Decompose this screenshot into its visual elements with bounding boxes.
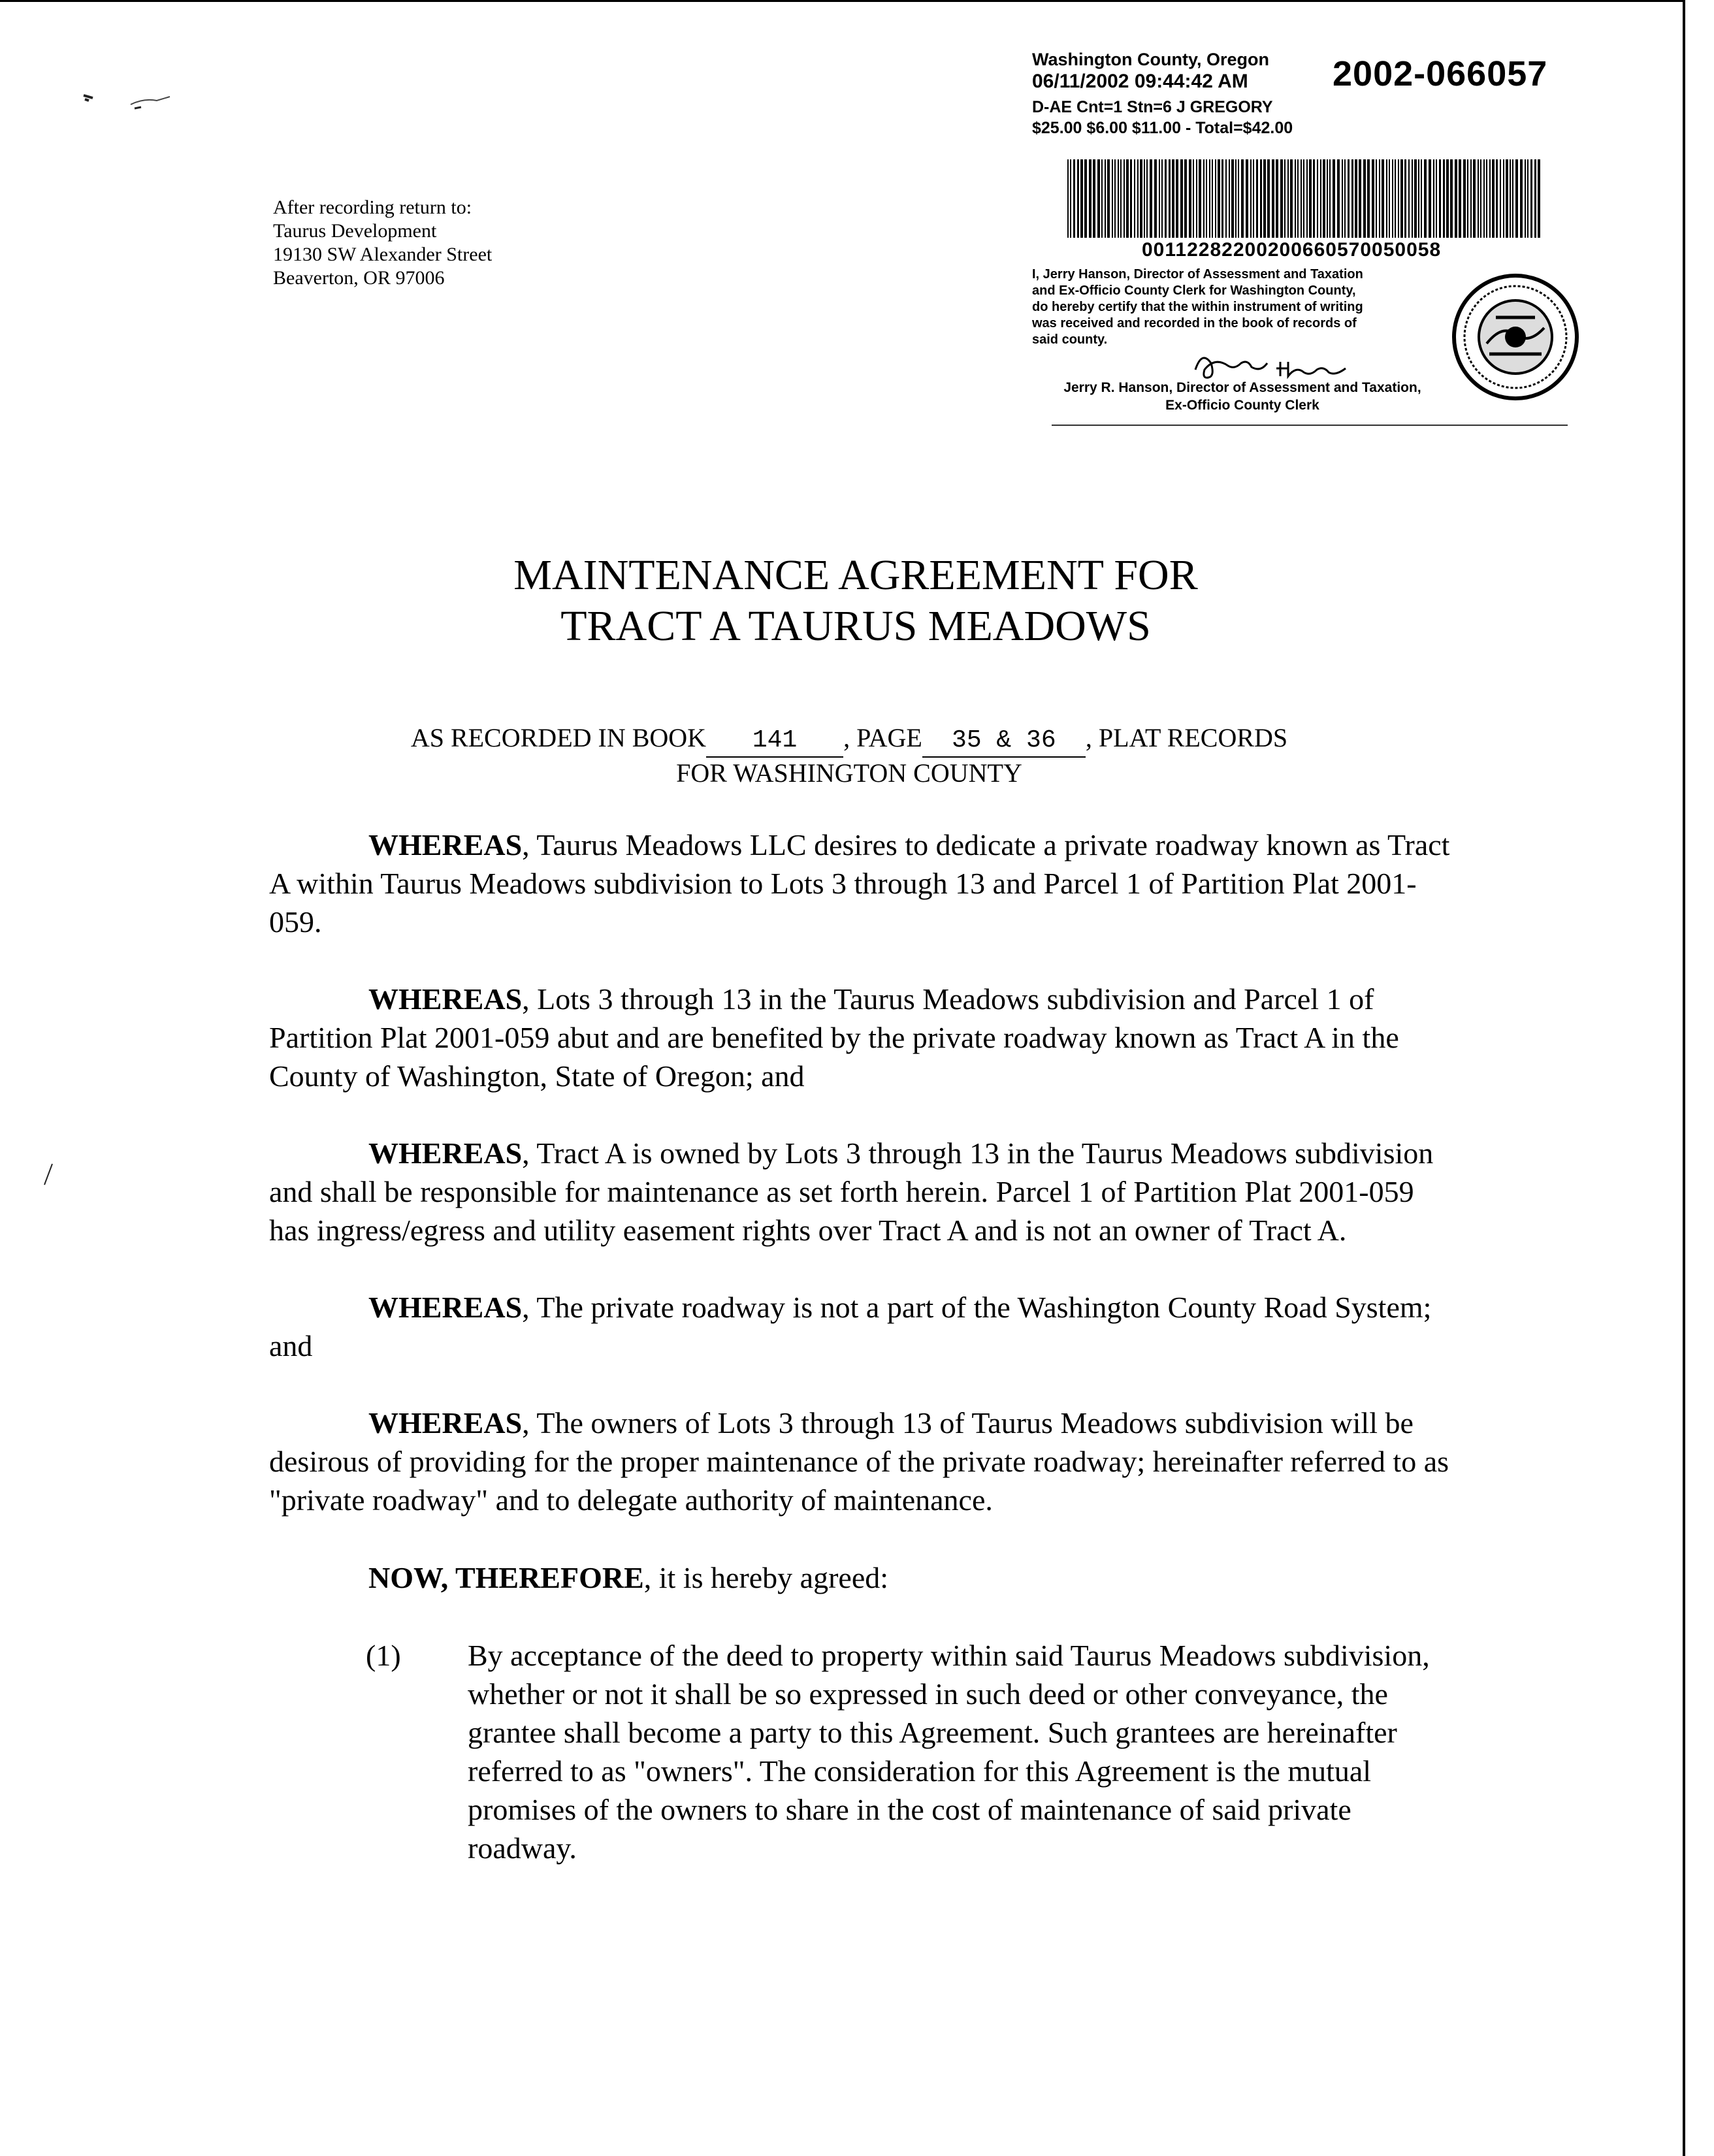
barcode-bar [1097, 159, 1100, 238]
signer-title: Jerry R. Hanson, Director of Assessment and Taxation, [1063, 380, 1421, 395]
barcode-bar [1256, 159, 1258, 238]
barcode-bar [1073, 159, 1075, 238]
title-line: MAINTENANCE AGREEMENT FOR [513, 551, 1198, 599]
barcode-bar [1408, 159, 1410, 238]
barcode-bar [1114, 159, 1116, 238]
barcode-bar [1412, 159, 1413, 238]
barcode-bar [1218, 159, 1220, 238]
barcode-bar [1400, 159, 1403, 238]
recorded-county: FOR WASHINGTON COUNTY [676, 758, 1022, 788]
barcode-bar [1392, 159, 1393, 238]
barcode-bar [1120, 159, 1122, 238]
barcode-bar [1144, 159, 1145, 238]
barcode-bar [1530, 159, 1532, 238]
barcode-bar [1463, 159, 1466, 238]
barcode-bar [1267, 159, 1270, 238]
barcode-bar [1386, 159, 1387, 238]
paragraph-text: , Lots 3 through 13 in the Taurus Meadows subdivision and Parcel 1 of Partition Plat 2001-059 abut and are benefited by the private roadway known as Tract A in the County of Washington, State of Oregon; and [269, 982, 1399, 1093]
barcode-bar [1295, 159, 1296, 238]
page-number-field: 35 & 36 [922, 725, 1086, 758]
barcode-bar [1077, 159, 1079, 238]
stamp-divider [1052, 425, 1568, 426]
barcode-bar [1212, 159, 1213, 238]
paragraph-lead: WHEREAS [368, 982, 523, 1016]
whereas-paragraph [269, 1404, 1458, 1519]
barcode-bar [1367, 159, 1370, 238]
barcode-bar [1496, 159, 1498, 238]
barcode-bar [1080, 159, 1083, 238]
barcode-bar [1112, 159, 1113, 238]
document-title [340, 550, 1372, 652]
barcode-bar [1161, 159, 1163, 238]
barcode-bar [1483, 159, 1485, 238]
barcode-bar [1235, 159, 1237, 238]
barcode [1065, 159, 1548, 238]
barcode-bar [1301, 159, 1302, 238]
barcode-bar [1067, 159, 1069, 238]
barcode-bar [1150, 159, 1152, 238]
barcode-bar [1363, 159, 1366, 238]
barcode-bar [1238, 159, 1239, 238]
barcode-bar [1124, 159, 1125, 238]
barcode-bar [1206, 159, 1207, 238]
barcode-bar [1221, 159, 1223, 238]
therefore-paragraph [269, 1558, 1458, 1597]
barcode-bar [1189, 159, 1191, 238]
barcode-bar [1355, 159, 1357, 238]
barcode-bar [1376, 159, 1377, 238]
return-address-line: Taurus Development [273, 220, 437, 242]
barcode-bar [1436, 159, 1437, 238]
paragraph-lead: WHEREAS [368, 1406, 523, 1440]
whereas-paragraph [269, 1134, 1458, 1249]
barcode-bar [1297, 159, 1299, 238]
certification-line: said county. [1032, 332, 1108, 347]
barcode-bar [1455, 159, 1457, 238]
barcode-bar [1159, 159, 1160, 238]
recorded-prefix: AS RECORDED IN BOOK [410, 723, 707, 752]
barcode-bar [1538, 159, 1540, 238]
barcode-bar [1379, 159, 1380, 238]
barcode-bar [1515, 159, 1518, 238]
barcode-bar [1101, 159, 1103, 238]
certification-line: do hereby certify that the within instrument of writing [1032, 300, 1363, 314]
stamp-fees: $25.00 $6.00 $11.00 - Total=$42.00 [1032, 119, 1293, 137]
barcode-bar [1313, 159, 1315, 238]
barcode-bar [1527, 159, 1528, 238]
paragraph-text: , Tract A is owned by Lots 3 through 13 in the Taurus Meadows subdivision and shall be responsible for maintenance as set forth herein. Parcel 1 of Partition Plat 2001-059 has ingress/egress and utility easement rights over Tract A and is not an owner of Tract A. [269, 1136, 1434, 1247]
return-address [273, 196, 600, 290]
barcode-bar [1130, 159, 1132, 238]
page-label: , PAGE [843, 723, 922, 752]
barcode-bar [1489, 159, 1491, 238]
barcode-bar [1196, 159, 1197, 238]
barcode-bar [1450, 159, 1453, 238]
barcode-bar [1105, 159, 1106, 238]
barcode-bar [1084, 159, 1087, 238]
whereas-paragraph [269, 1288, 1458, 1365]
barcode-bar [1421, 159, 1422, 238]
barcode-bar [1290, 159, 1293, 238]
barcode-bar [1395, 159, 1396, 238]
barcode-bar [1342, 159, 1343, 238]
barcode-bar [1404, 159, 1406, 238]
barcode-bar [1209, 159, 1210, 238]
agreement-body [269, 826, 1458, 1867]
barcode-bar [1473, 159, 1476, 238]
paragraph-text: , The owners of Lots 3 through 13 of Taurus Meadows subdivision will be desirous of providing for the proper maintenance of the private roadway; hereinafter referred to as "private roadway" and to delegate authority of maintenance. [269, 1406, 1449, 1517]
paragraph-text: , Taurus Meadows LLC desires to dedicate a private roadway known as Tract A within Taurus Meadows subdivision to Lots 3 through 13 and Parcel 1 of Partition Plat 2001-059. [269, 828, 1450, 939]
barcode-bar [1478, 159, 1479, 238]
barcode-bar [1199, 159, 1201, 238]
barcode-bar [1503, 159, 1504, 238]
barcode-bar [1284, 159, 1286, 238]
barcode-bar [1229, 159, 1230, 238]
barcode-bar [1280, 159, 1283, 238]
barcode-bar [1351, 159, 1353, 238]
barcode-bar [1372, 159, 1374, 238]
barcode-bar [1276, 159, 1278, 238]
barcode-bar [1093, 159, 1095, 238]
barcode-bar [1231, 159, 1234, 238]
barcode-bar [1398, 159, 1399, 238]
barcode-bar [1323, 159, 1325, 238]
barcode-bar [1118, 159, 1119, 238]
book-number-field: 141 [706, 725, 843, 758]
barcode-bar [1418, 159, 1419, 238]
barcode-bar [1429, 159, 1431, 238]
barcode-bar [1303, 159, 1304, 238]
paragraph-lead: WHEREAS [368, 1136, 523, 1170]
paragraph-lead: WHEREAS [368, 1291, 523, 1324]
barcode-bar [1137, 159, 1139, 238]
barcode-bar [1470, 159, 1472, 238]
barcode-bar [1512, 159, 1513, 238]
barcode-bar [1500, 159, 1501, 238]
barcode-bar [1169, 159, 1171, 238]
barcode-bar [1203, 159, 1205, 238]
signer-office: Ex-Officio County Clerk [1165, 398, 1319, 413]
barcode-bar [1486, 159, 1487, 238]
barcode-bar [1287, 159, 1289, 238]
paragraph-text: , The private roadway is not a part of the Washington County Road System; and [269, 1291, 1432, 1362]
barcode-bar [1333, 159, 1335, 238]
barcode-bar [1140, 159, 1142, 238]
barcode-bar [1253, 159, 1254, 238]
barcode-bar [1439, 159, 1441, 238]
barcode-bar [1414, 159, 1417, 238]
barcode-bar [1424, 159, 1427, 238]
return-address-line: After recording return to: [273, 197, 472, 218]
barcode-bar [1215, 159, 1216, 238]
barcode-bar [1241, 159, 1244, 238]
margin-mark [42, 1161, 55, 1187]
certification-line: and Ex-Officio County Clerk for Washington County, [1032, 283, 1356, 298]
barcode-bar [1306, 159, 1308, 238]
barcode-bar [1359, 159, 1361, 238]
barcode-bar [1272, 159, 1274, 238]
stamp-clerk-line: D-AE Cnt=1 Stn=6 J GREGORY [1032, 98, 1273, 116]
certification-line: was received and recorded in the book of records of [1032, 316, 1357, 330]
barcode-bar [1506, 159, 1508, 238]
barcode-bar [1089, 159, 1091, 238]
barcode-bar [1492, 159, 1495, 238]
return-address-line: 19130 SW Alexander Street [273, 244, 493, 265]
barcode-bar [1344, 159, 1346, 238]
barcode-bar [1250, 159, 1252, 238]
barcode-bar [1348, 159, 1350, 238]
barcode-bar [1467, 159, 1468, 238]
barcode-bar [1134, 159, 1135, 238]
barcode-number: 00112282200200660570050058 [1142, 239, 1442, 261]
barcode-bar [1263, 159, 1266, 238]
barcode-bar [1193, 159, 1194, 238]
barcode-bar [1337, 159, 1340, 238]
barcode-bar [1520, 159, 1523, 238]
clause-number: (1) [366, 1639, 401, 1672]
recorded-suffix: , PLAT RECORDS [1085, 723, 1288, 752]
paragraph-text: , it is hereby agreed: [643, 1561, 889, 1594]
barcode-bar [1443, 159, 1445, 238]
numbered-clause [269, 1636, 1458, 1867]
barcode-bar [1176, 159, 1178, 238]
stamp-county: Washington County, Oregon [1032, 50, 1269, 69]
barcode-bar [1309, 159, 1312, 238]
barcode-bar [1154, 159, 1157, 238]
barcode-bar [1126, 159, 1129, 238]
barcode-bar [1320, 159, 1321, 238]
barcode-bar [1225, 159, 1227, 238]
scan-artifact-marks [78, 85, 209, 124]
paragraph-lead: NOW, THEREFORE [368, 1561, 644, 1594]
barcode-bar [1329, 159, 1331, 238]
barcode-bar [1480, 159, 1481, 238]
barcode-bar [1260, 159, 1262, 238]
top-edge [0, 0, 1685, 2]
title-line: TRACT A TAURUS MEADOWS [560, 602, 1151, 650]
barcode-bar [1389, 159, 1390, 238]
barcode-bar [1146, 159, 1148, 238]
barcode-bar [1433, 159, 1434, 238]
barcode-bar [1459, 159, 1461, 238]
document-number: 2002-066057 [1333, 54, 1548, 93]
paragraph-lead: WHEREAS [368, 828, 523, 861]
certification-line: I, Jerry Hanson, Director of Assessment and Taxation [1032, 267, 1363, 282]
whereas-paragraph [269, 826, 1458, 941]
barcode-bar [1446, 159, 1449, 238]
barcode-bar [1246, 159, 1248, 238]
signer-block [1027, 379, 1458, 414]
clerk-signature [1189, 344, 1352, 383]
barcode-bar [1317, 159, 1318, 238]
barcode-bar [1534, 159, 1536, 238]
barcode-bar [1382, 159, 1384, 238]
recording-reference [274, 722, 1424, 789]
barcode-bar [1070, 159, 1071, 238]
stamp-datetime: 06/11/2002 09:44:42 AM [1032, 71, 1248, 92]
whereas-paragraph [269, 980, 1458, 1095]
barcode-bar [1525, 159, 1526, 238]
county-seal-icon [1450, 272, 1581, 402]
barcode-bar [1172, 159, 1174, 238]
barcode-bar [1107, 159, 1110, 238]
barcode-bar [1510, 159, 1511, 238]
clause-text: By acceptance of the deed to property within said Taurus Meadows subdivision, whether or not it shall be so expressed in such deed or other conveyance, the grantee shall become a party to this Agreement. Such grantees are hereinafter referred to as "owners". The consideration for this Agreement is the mutual promises of the owners to share in the cost of maintenance of said private roadway. [468, 1639, 1430, 1865]
barcode-bar [1165, 159, 1167, 238]
barcode-bar [1184, 159, 1187, 238]
barcode-bar [1180, 159, 1183, 238]
recording-stamp [1032, 50, 1568, 415]
certification-text [1032, 266, 1450, 348]
barcode-bar [1327, 159, 1328, 238]
return-address-line: Beaverton, OR 97006 [273, 267, 445, 289]
